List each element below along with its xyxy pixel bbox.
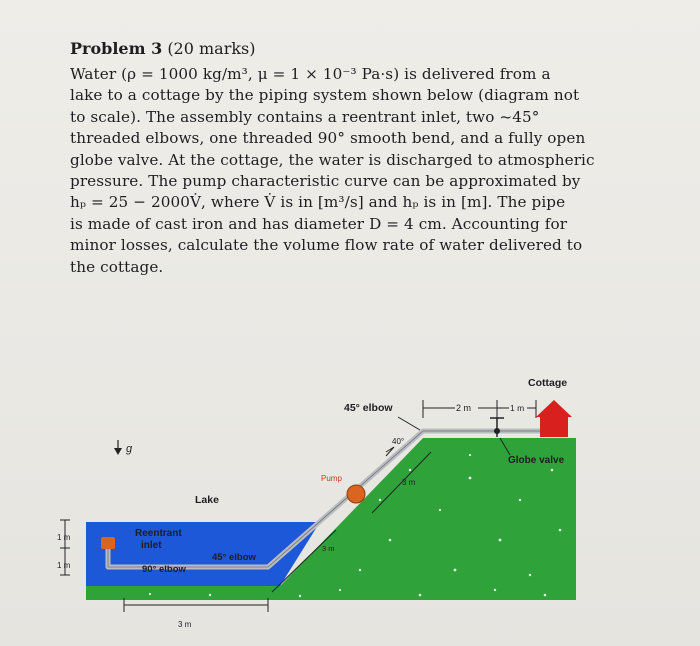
pump-label: Pump — [321, 474, 342, 483]
dim-2m-label: 2 m — [456, 403, 472, 413]
reentrant-inlet-icon — [101, 537, 115, 549]
elbow-top-label: 45° elbow — [344, 402, 393, 414]
globe-valve-label: Globe valve — [508, 455, 565, 466]
problem-line: is made of cast iron and has diameter D = 4 cm. Accounting for — [70, 214, 568, 233]
lake-label: Lake — [195, 494, 219, 506]
dim-1m-top-label: 1 m — [510, 403, 525, 413]
problem-line: lake to a cottage by the piping system shown below (diagram not — [70, 86, 580, 105]
reentrant-inlet-label-line2: inlet — [141, 540, 162, 551]
problem-line: pressure. The pump characteristic curve can be approximated by — [70, 172, 581, 191]
problem-line: Water (ρ = 1000 kg/m³, μ = 1 × 10⁻³ Pa·s) is delivered from a — [70, 65, 551, 83]
dim-3m-slope-top-label: 3 m — [402, 478, 416, 487]
problem-line: hₚ = 25 − 2000V̇, where V̇ is in [m³/s] and hₚ is in [m]. The pipe — [70, 193, 566, 212]
bottom-dimension-lines — [124, 598, 268, 612]
angle-label: 40° — [392, 437, 405, 446]
problem-marks: (20 marks) — [167, 39, 256, 58]
globe-valve-icon — [490, 418, 504, 437]
problem-title: Problem 3 — [70, 39, 163, 58]
gravity-label: g — [126, 443, 133, 455]
gravity-arrow-icon — [114, 440, 122, 455]
problem-line: to scale). The assembly contains a reentrant inlet, two ~45° — [70, 107, 540, 126]
cottage-label: Cottage — [528, 377, 568, 389]
dim-1m-left-top-label: 1 m — [57, 533, 71, 542]
reentrant-inlet-label-line1: Reentrant — [135, 528, 182, 539]
pump-icon — [347, 485, 365, 503]
dim-1m-left-bottom-label: 1 m — [57, 561, 71, 570]
ground-base — [86, 586, 280, 600]
dim-3m-bottom-label: 3 m — [178, 620, 192, 629]
cottage-icon — [536, 400, 572, 437]
problem-line: threaded elbows, one threaded 90° smooth bend, and a fully open — [70, 129, 586, 148]
dim-3m-slope-bottom-label: 3 m — [322, 544, 335, 553]
problem-line: globe valve. At the cottage, the water is discharged to atmospheric — [70, 150, 595, 169]
bend-90-label: 90° elbow — [142, 564, 186, 575]
problem-line: minor losses, calculate the volume flow rate of water delivered to — [70, 236, 583, 255]
elbow-top-pointer — [398, 417, 420, 430]
problem-line: the cottage. — [70, 257, 164, 276]
elbow-bottom-label: 45° elbow — [212, 552, 256, 563]
